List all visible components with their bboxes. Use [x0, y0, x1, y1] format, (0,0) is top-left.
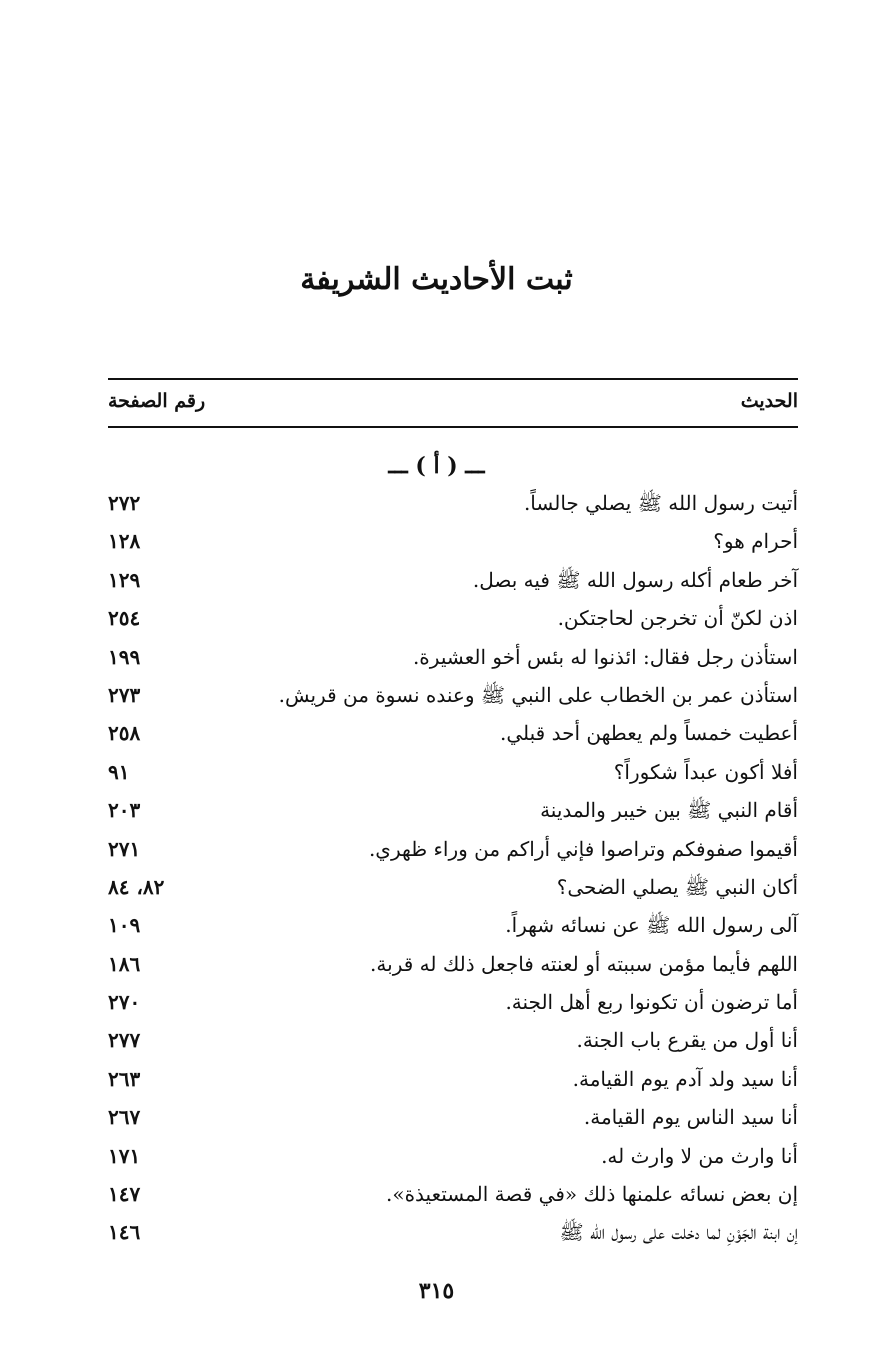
hadith-page: ٨٢، ٨٤	[108, 874, 165, 899]
list-item	[108, 948, 798, 986]
list-item	[108, 1024, 798, 1062]
list-item	[108, 833, 798, 871]
hadith-text: أنا أول من يقرع باب الجنة.	[576, 1028, 798, 1053]
list-item	[108, 641, 798, 679]
header-page-number: رقم الصفحة	[108, 390, 206, 412]
list-item	[108, 679, 798, 717]
list-item	[108, 564, 798, 602]
hadith-text: أقيموا صفوفكم وتراصوا فإني أراكم من وراء ظهري.	[368, 836, 798, 861]
list-item	[108, 1178, 798, 1216]
list-item	[108, 909, 798, 947]
hadith-page: ١٩٩	[108, 644, 141, 669]
hadith-text: إن ابنة الجَوْنِ لما دخلت على رسول الله ﷺ	[559, 1220, 798, 1245]
page-number: ٣١٥	[418, 1278, 455, 1304]
hadith-text: أقام النبي ﷺ بين خيبر والمدينة	[540, 798, 798, 823]
table-header	[108, 390, 798, 420]
hadith-page: ٢٥٤	[108, 606, 141, 631]
header-top-rule	[108, 378, 798, 380]
hadith-text: أنا سيد ولد آدم يوم القيامة.	[572, 1066, 798, 1091]
hadith-text: اذن لكنّ أن تخرجن لحاجتكن.	[557, 606, 798, 631]
list-item	[108, 1101, 798, 1139]
list-item	[108, 487, 798, 525]
list-item	[108, 1216, 798, 1254]
header-hadith: الحديث	[740, 390, 798, 412]
list-item	[108, 1063, 798, 1101]
hadith-page: ١٧١	[108, 1143, 141, 1168]
hadith-page: ٢٦٣	[108, 1066, 141, 1091]
hadith-text: أتيت رسول الله ﷺ يصلي جالساً.	[523, 491, 798, 515]
hadith-page: ٢٧١	[108, 836, 141, 861]
hadith-text: استأذن رجل فقال: ائذنوا له بئس أخو العشيرة.	[412, 644, 798, 669]
hadith-text: آلى رسول الله ﷺ عن نسائه شهراً.	[505, 913, 798, 938]
hadith-list	[108, 487, 798, 1255]
hadith-page: ١٢٨	[108, 529, 141, 554]
hadith-page: ١٠٩	[108, 913, 141, 938]
hadith-page: ١٤٧	[108, 1182, 141, 1207]
hadith-page: ١٤٦	[108, 1220, 141, 1245]
hadith-page: ٢٠٣	[108, 798, 141, 823]
hadith-text: أما ترضون أن تكونوا ربع أهل الجنة.	[505, 990, 798, 1015]
list-item	[108, 525, 798, 563]
hadith-text: استأذن عمر بن الخطاب على النبي ﷺ وعنده نسوة من قريش.	[278, 682, 798, 707]
hadith-text: آخر طعام أكله رسول الله ﷺ فيه بصل.	[472, 567, 798, 592]
list-item	[108, 794, 798, 832]
hadith-text: اللهم فأيما مؤمن سببته أو لعنته فاجعل ذلك له قربة.	[370, 951, 798, 976]
list-item	[108, 1140, 798, 1178]
hadith-text: أنا سيد الناس يوم القيامة.	[583, 1105, 798, 1130]
hadith-text: أفلا أكون عبداً شكوراً؟	[613, 759, 798, 784]
hadith-page: ١٢٩	[108, 567, 141, 592]
hadith-page: ٢٥٨	[108, 721, 141, 746]
list-item	[108, 756, 798, 794]
list-item	[108, 986, 798, 1024]
list-item	[108, 871, 798, 909]
hadith-text: إن بعض نسائه علمنها ذلك «في قصة المستعيذة».	[385, 1182, 798, 1207]
hadith-page: ٢٧٢	[108, 491, 141, 515]
hadith-page: ٩١	[108, 759, 130, 784]
hadith-text: أنا وارث من لا وارث له.	[601, 1143, 798, 1168]
hadith-page: ٢٧٣	[108, 682, 141, 707]
hadith-page: ١٨٦	[108, 951, 141, 976]
page-title: ثبت الأحاديث الشريفة	[300, 262, 573, 297]
hadith-page: ٢٧٧	[108, 1028, 141, 1053]
list-item	[108, 602, 798, 640]
hadith-text: أعطيت خمساً ولم يعطهن أحد قبلي.	[499, 721, 798, 746]
section-letter-heading: ـــ ( أ ) ـــ	[388, 453, 485, 479]
hadith-page: ٢٦٧	[108, 1105, 141, 1130]
header-bottom-rule	[108, 426, 798, 428]
hadith-page: ٢٧٠	[108, 990, 141, 1015]
hadith-text: أحرام هو؟	[713, 529, 798, 554]
hadith-text: أكان النبي ﷺ يصلي الضحى؟	[556, 874, 798, 899]
list-item	[108, 717, 798, 755]
